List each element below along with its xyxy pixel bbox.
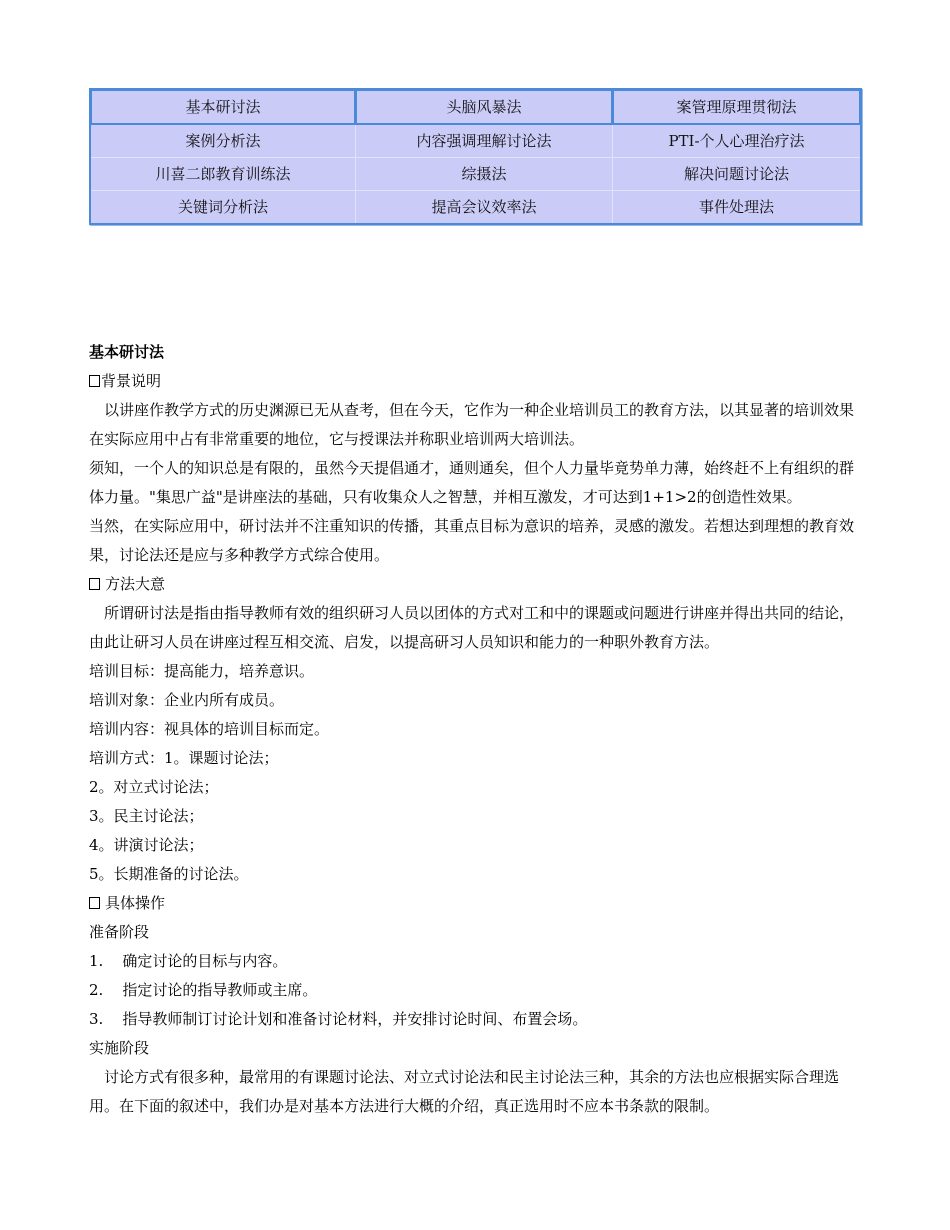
training-goal: 培训目标：提高能力，培养意识。 bbox=[89, 662, 315, 680]
table-cell[interactable]: 基本研讨法 bbox=[91, 90, 356, 125]
table-cell[interactable]: 案管理原理贯彻法 bbox=[613, 90, 860, 125]
table-cell[interactable]: 提高会议效率法 bbox=[356, 191, 613, 223]
list-item: 2。对立式讨论法； bbox=[89, 778, 219, 796]
list-item: 3。民主讨论法； bbox=[89, 807, 204, 825]
table-cell[interactable]: 内容强调理解讨论法 bbox=[356, 125, 613, 158]
checkbox-square-icon bbox=[89, 897, 100, 909]
training-content: 培训内容：视具体的培训目标而定。 bbox=[89, 720, 330, 738]
stage-heading: 实施阶段 bbox=[89, 1039, 150, 1057]
training-target: 培训对象：企业内所有成员。 bbox=[89, 691, 285, 709]
table-row bbox=[91, 158, 860, 191]
paragraph: 当然，在实际应用中，研讨法并不注重知识的传播，其重点目标为意识的培养，灵感的激发。若想达到理想的教育效果，讨论法还是应与多种教学方式综合使用。 bbox=[89, 517, 855, 564]
table-row bbox=[91, 90, 860, 125]
list-item: 2. 指定讨论的指导教师或主席。 bbox=[89, 981, 318, 999]
table-cell[interactable]: 关键词分析法 bbox=[91, 191, 356, 223]
methods-table bbox=[89, 88, 862, 225]
table-cell[interactable]: 头脑风暴法 bbox=[356, 90, 613, 125]
section-heading-label: 具体操作 bbox=[105, 894, 166, 912]
table-row bbox=[91, 191, 860, 223]
paragraph: 讨论方式有很多种，最常用的有课题讨论法、对立式讨论法和民主讨论法三种，其余的方法也应根据实际合理选用。在下面的叙述中，我们办是对基本方法进行大概的介绍，真正选用时不应本书条款的限制。 bbox=[89, 1068, 840, 1115]
stage-heading: 准备阶段 bbox=[89, 923, 150, 941]
section-heading-operation bbox=[89, 889, 864, 918]
training-mode: 培训方式：1。课题讨论法； bbox=[89, 749, 279, 767]
section-heading-method bbox=[89, 570, 864, 599]
paragraph: 以讲座作教学方式的历史渊源已无从查考，但在今天，它作为一种企业培训员工的教育方法，以其显著的培训效果在实际应用中占有非常重要的地位，它与授课法并称职业培训两大培训法。 bbox=[89, 401, 855, 448]
paragraph: 须知，一个人的知识总是有限的，虽然今天提倡通才，通则通矣，但个人力量毕竟势单力薄，始终赶不上有组织的群体力量。"集思广益"是讲座法的基础，只有收集众人之智慧，并相互激发，才可达到1+1>2的创造性效果。 bbox=[89, 459, 855, 506]
table-row bbox=[91, 125, 860, 158]
list-item: 5。长期准备的讨论法。 bbox=[89, 865, 249, 883]
table-cell[interactable]: 事件处理法 bbox=[613, 191, 860, 223]
checkbox-square-icon bbox=[89, 578, 100, 590]
table-cell[interactable]: 案例分析法 bbox=[91, 125, 356, 158]
list-item: 1. 确定讨论的目标与内容。 bbox=[89, 952, 288, 970]
table-cell[interactable]: 川喜二郎教育训练法 bbox=[91, 158, 356, 191]
table-cell[interactable]: 解决问题讨论法 bbox=[613, 158, 860, 191]
checkbox-square-icon bbox=[89, 375, 100, 387]
article-title: 基本研讨法 bbox=[89, 343, 165, 361]
table-cell[interactable]: 综摄法 bbox=[356, 158, 613, 191]
list-item: 3. 指导教师制订讨论计划和准备讨论材料，并安排讨论时间、布置会场。 bbox=[89, 1010, 588, 1028]
section-heading-label: 方法大意 bbox=[105, 575, 166, 593]
section-heading-label: 背景说明 bbox=[101, 372, 162, 390]
table-cell[interactable]: PTI-个人心理治疗法 bbox=[613, 125, 860, 158]
list-item: 4。讲演讨论法； bbox=[89, 836, 204, 854]
paragraph: 所谓研讨法是指由指导教师有效的组织研习人员以团体的方式对工和中的课题或问题进行讲座并得出共同的结论，由此让研习人员在讲座过程互相交流、启发，以提高研习人员知识和能力的一种职外教育方法。 bbox=[89, 604, 855, 651]
article-body bbox=[89, 339, 864, 1121]
section-heading-background bbox=[89, 367, 864, 396]
